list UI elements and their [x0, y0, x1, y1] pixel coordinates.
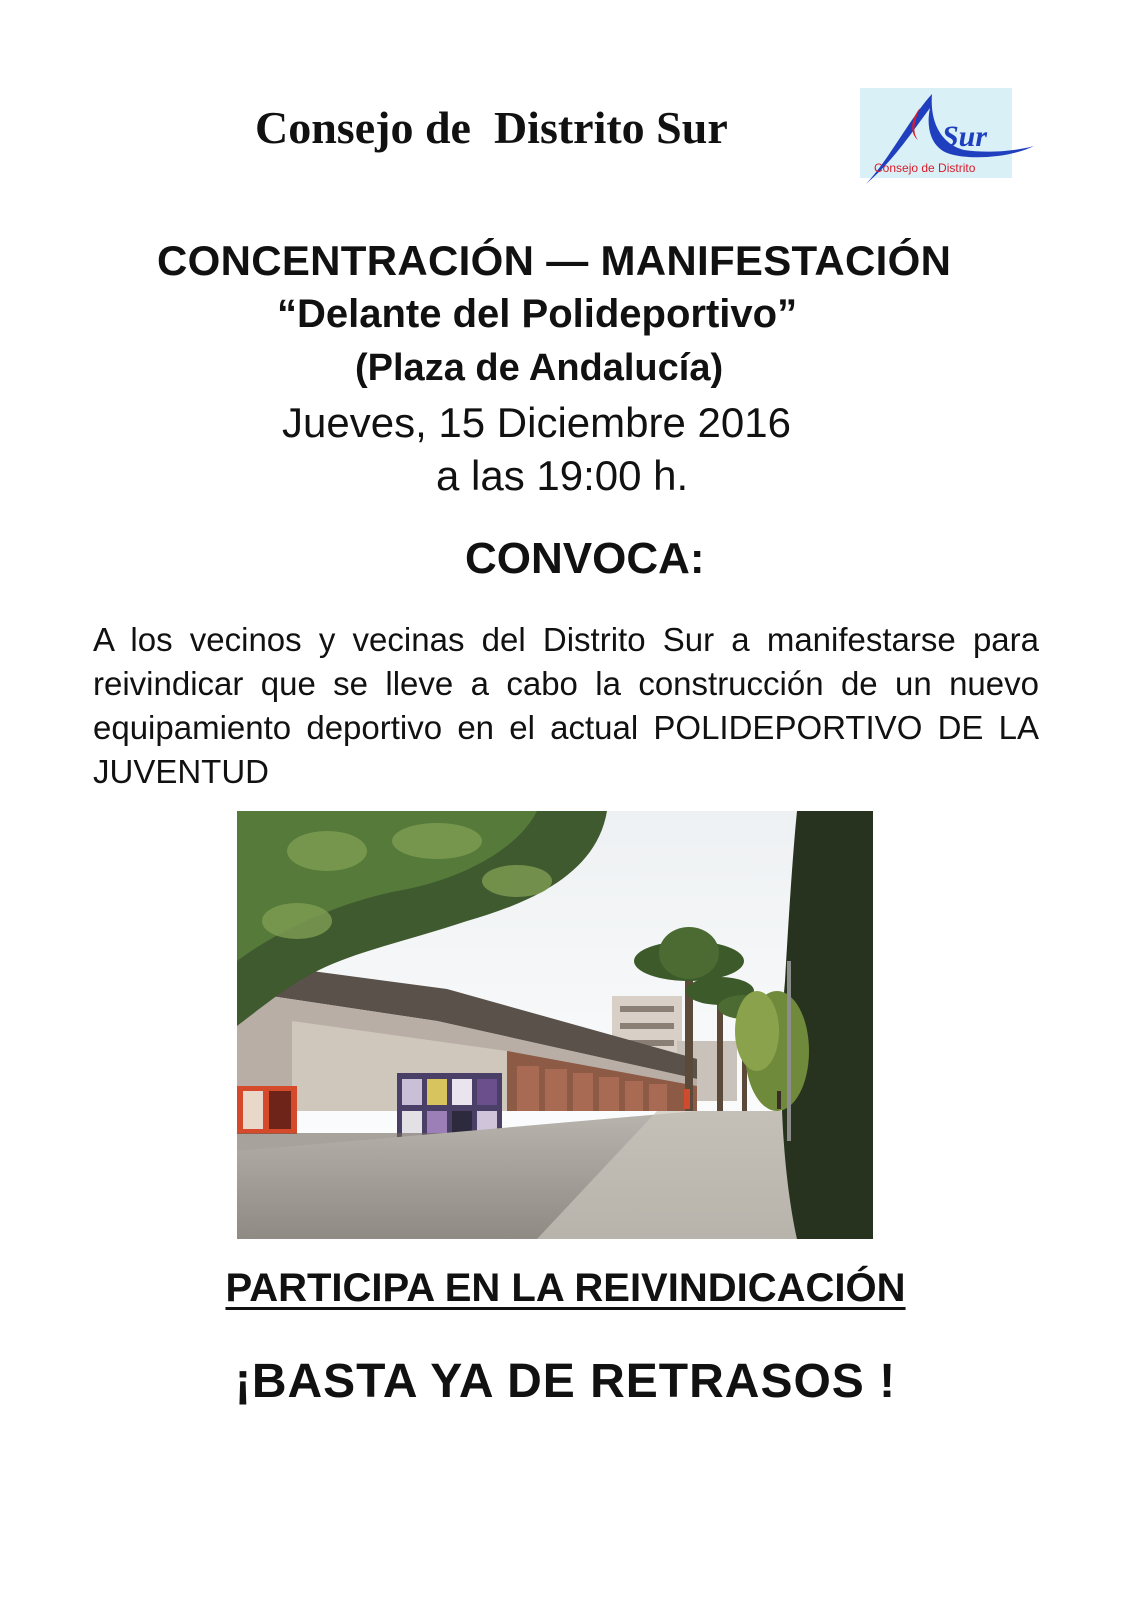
date-line: Jueves, 15 Diciembre 2016 — [282, 399, 791, 446]
district-logo — [860, 88, 1036, 190]
slogan: ¡BASTA YA DE RETRASOS ! — [234, 1355, 897, 1408]
participate-text: PARTICIPA EN LA REIVINDICACIÓN — [225, 1266, 906, 1310]
participate-heading — [0, 1263, 1131, 1313]
logo-caption: Consejo de Distrito — [874, 161, 976, 175]
call-heading: CONVOCA: — [465, 534, 705, 583]
location-line: “Delante del Polideportivo” — [277, 292, 798, 336]
call-body: A los vecinos y vecinas del Distrito Sur a manifestarse para reivindicar que se lleve a cabo la construcción de un nuevo equipamiento deportivo en el actual POLIDEPORTIVO DE LA JUVENTUD — [93, 621, 1039, 790]
council-title: Consejo de Distrito Sur — [255, 102, 728, 153]
sports-center-photo — [237, 811, 873, 1239]
headline: CONCENTRACIÓN — MANIFESTACIÓN — [157, 237, 952, 284]
place-line: (Plaza de Andalucía) — [355, 347, 724, 389]
time-line: a las 19:00 h. — [436, 452, 689, 499]
logo-brand-text: Sur — [942, 120, 988, 153]
